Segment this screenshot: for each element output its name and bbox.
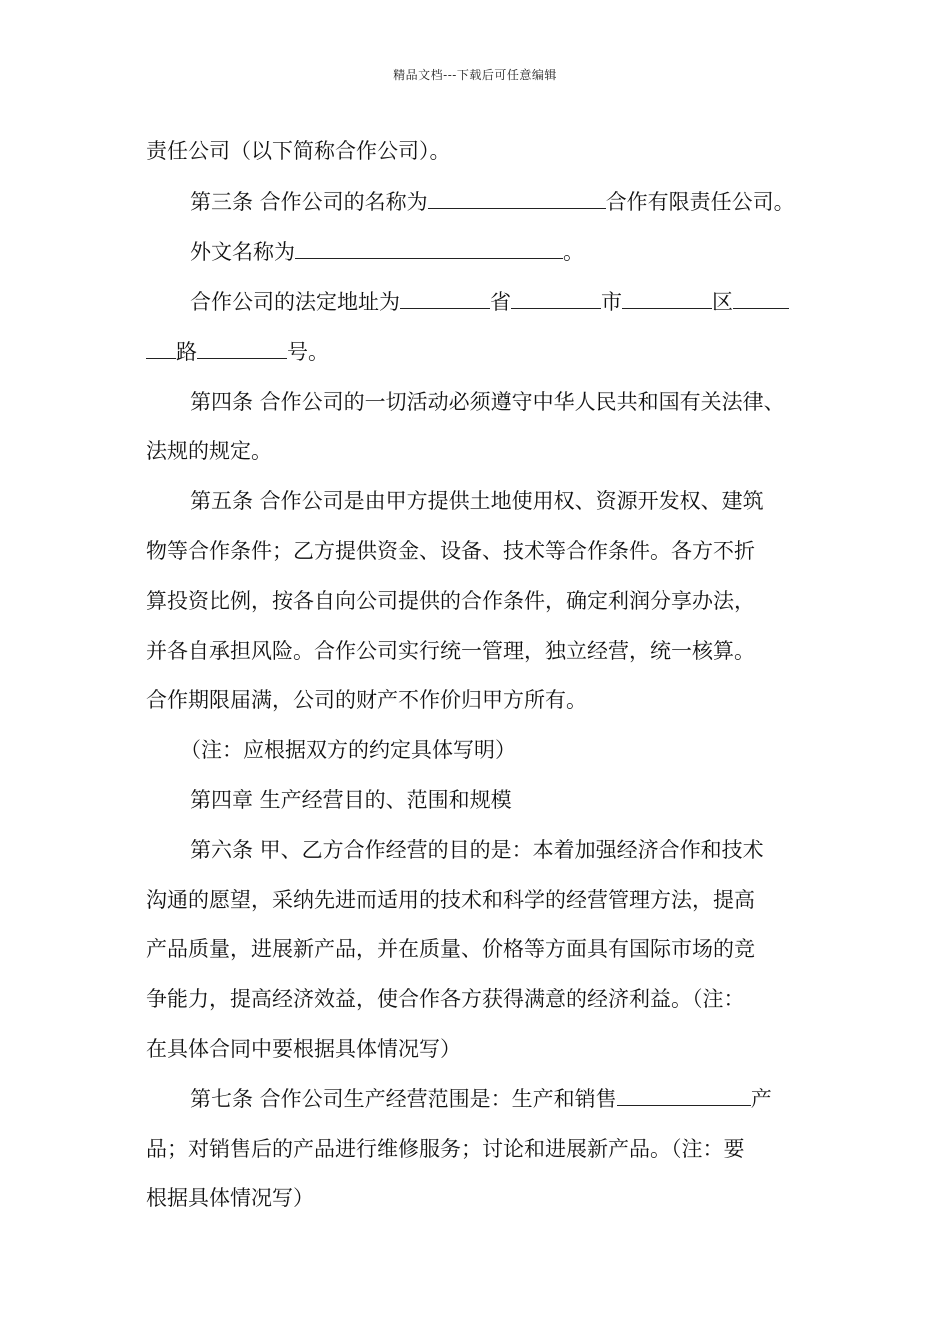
text-segment: 。 (563, 240, 584, 264)
text-line: 产品质量，进展新产品，并在质量、价格等方面具有国际市场的竞 (146, 937, 755, 961)
address-line-2 (146, 338, 329, 366)
article-7-line (190, 1085, 772, 1113)
blank-field (197, 338, 287, 359)
text-segment: 合作有限责任公司。 (605, 190, 795, 214)
page-header: 精品文档---下载后可任意编辑 (393, 68, 557, 82)
article-3-line (190, 188, 795, 216)
text-segment: 区 (712, 290, 733, 314)
blank-field (146, 338, 176, 359)
text-line: 第五条 合作公司是由甲方提供土地使用权、资源开发权、建筑 (190, 489, 764, 513)
blank-field (428, 188, 606, 209)
blank-field (295, 238, 563, 259)
text-line: 物等合作条件；乙方提供资金、设备、技术等合作条件。各方不折 (146, 539, 755, 563)
text-line: （注：应根据双方的约定具体写明） (180, 738, 516, 762)
text-segment: 第三条 合作公司的名称为 (190, 190, 428, 214)
foreign-name-line (190, 238, 584, 266)
text-line: 第四条 合作公司的一切活动必须遵守中华人民共和国有关法律、 (190, 390, 785, 414)
text-segment: 第七条 合作公司生产经营范围是：生产和销售 (190, 1087, 617, 1111)
text-line: 并各自承担风险。合作公司实行统一管理，独立经营，统一核算。 (146, 639, 755, 663)
text-segment: 合作公司的法定地址为 (190, 290, 400, 314)
text-line: 法规的规定。 (146, 439, 272, 463)
text-line: 合作期限届满，公司的财产不作价归甲方所有。 (146, 688, 587, 712)
text-segment: 省 (490, 290, 511, 314)
blank-field (733, 288, 789, 309)
blank-field (617, 1085, 751, 1106)
text-line: 算投资比例，按各自向公司提供的合作条件，确定利润分享办法， (146, 589, 755, 613)
blank-field (622, 288, 712, 309)
text-line: 责任公司（以下简称合作公司）。 (146, 139, 451, 163)
text-line: 品；对销售后的产品进行维修服务；讨论和进展新产品。（注：要 (146, 1137, 745, 1161)
blank-field (511, 288, 601, 309)
text-line: 第六条 甲、乙方合作经营的目的是：本着加强经济合作和技术 (190, 838, 764, 862)
address-line (190, 288, 789, 316)
text-segment: 市 (601, 290, 622, 314)
text-segment: 外文名称为 (190, 240, 295, 264)
text-segment: 号。 (287, 340, 329, 364)
text-segment: 产 (750, 1087, 772, 1111)
text-segment: 路 (176, 340, 197, 364)
chapter-heading: 第四章 生产经营目的、范围和规模 (190, 788, 512, 812)
text-line: 争能力，提高经济效益，使合作各方获得满意的经济利益。（注： (146, 987, 745, 1011)
text-line: 沟通的愿望，采纳先进而适用的技术和科学的经营管理方法，提高 (146, 888, 755, 912)
blank-field (400, 288, 490, 309)
text-line: 根据具体情况写） (146, 1186, 314, 1210)
text-line: 在具体合同中要根据具体情况写） (146, 1037, 461, 1061)
